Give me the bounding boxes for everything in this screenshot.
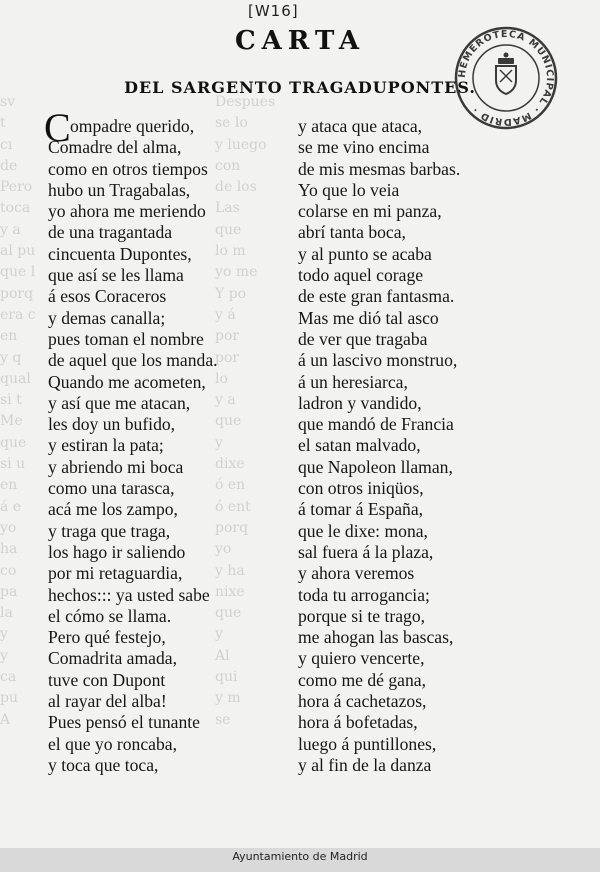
verse-line: el que yo roncaba,: [48, 733, 177, 754]
verse-line: los hago ir saliendo: [48, 541, 186, 562]
verse-line: sal fuera á la plaza,: [298, 541, 434, 562]
verse-line: Pero qué festejo,: [48, 627, 166, 648]
svg-text:HEMEROTECA MUNICIPAL · MADRID: [457, 29, 555, 127]
verse-line: que Napoleon llaman,: [298, 456, 453, 477]
verse-line: acá me los zampo,: [48, 499, 178, 520]
verse-line: hora á cachetazos,: [298, 691, 427, 712]
library-stamp: [452, 24, 560, 132]
verse-line: el cómo se llama.: [48, 605, 172, 626]
poem-column-left: [48, 116, 218, 776]
archive-reference: [W16]: [248, 2, 299, 20]
verse-line: á tomar á España,: [298, 499, 424, 520]
verse-line: de una tragantada: [48, 222, 173, 243]
verse-line: porque si te trago,: [298, 605, 426, 626]
verse-line: Quando me acometen,: [48, 371, 206, 392]
verse-line: y ahora veremos: [298, 563, 415, 584]
verse-line: el satan malvado,: [298, 435, 421, 456]
page-subtitle: DEL SARGENTO TRAGADUPONTES.: [124, 78, 476, 97]
verse-line: hora á bofetadas,: [298, 712, 418, 733]
stamp-text: HEMEROTECA MUNICIPAL · MADRID ·: [456, 28, 556, 128]
verse-line: hechos::: ya usted sabe: [48, 584, 210, 605]
verse-line: tuve con Dupont: [48, 669, 166, 690]
footer-credit: Ayuntamiento de Madrid: [232, 850, 368, 863]
verse-line: como una tarasca,: [48, 478, 175, 499]
page-title: CARTA: [234, 26, 366, 56]
verse-line: les doy un bufido,: [48, 414, 176, 435]
verse-line: al rayar del alba!: [48, 691, 167, 712]
verse-line: de este gran fantasma.: [298, 286, 455, 307]
verse-line: y traga que traga,: [48, 520, 171, 541]
verse-line: ladron y vandido,: [298, 392, 422, 413]
poem-column-right: [298, 116, 460, 776]
verse-line: á esos Coraceros: [48, 286, 167, 307]
verse-line: ompadre querido,: [70, 116, 195, 136]
verse-line: se me vino encima: [298, 137, 430, 158]
verse-line: Comadre del alma,: [48, 137, 182, 158]
verse-line: y toca que toca,: [48, 754, 159, 775]
verse-line: todo aquel corage: [298, 265, 424, 286]
crest-icon: [496, 53, 516, 95]
verse-line: y quiero vencerte,: [298, 648, 425, 669]
verse-line: á un heresiarca,: [298, 371, 408, 392]
verse-line: cincuenta Dupontes,: [48, 243, 192, 264]
bleed-through-middle: Despues se lo y luego con de los Las que lo m yo me Y po y á por por lo y a que y dixe ó en ó ent porq yo y ha nixe que y Al qui y m se: [215, 94, 276, 728]
verse-line: me ahogan las bascas,: [298, 627, 454, 648]
verse-line: luego á puntillones,: [298, 733, 437, 754]
drop-cap: C: [44, 105, 71, 150]
verse-line: por mi retaguardia,: [48, 563, 183, 584]
verse-line: y al fin de la danza: [298, 754, 432, 775]
verse-line: abrí tanta boca,: [298, 222, 406, 243]
verse-line: Yo que lo veia: [298, 179, 400, 200]
verse-line: Pues pensó el tunante: [48, 712, 200, 733]
verse-line: que mandó de Francia: [298, 414, 454, 435]
verse-line: y al punto se acaba: [298, 243, 432, 264]
verse-line: toda tu arrogancia;: [298, 584, 430, 605]
verse-line: de aquel que los manda.: [48, 350, 218, 371]
verse-line: que así se les llama: [48, 265, 184, 286]
verse-line: á un lascivo monstruo,: [298, 350, 458, 371]
verse-line: pues toman el nombre: [48, 328, 204, 349]
verse-line: de ver que tragaba: [298, 328, 428, 349]
verse-line: y demas canalla;: [48, 307, 166, 328]
verse-line: como en otros tiempos: [48, 158, 208, 179]
verse-line: yo ahora me meriendo: [48, 201, 206, 222]
verse-line: Comadrita amada,: [48, 648, 177, 669]
verse-line: y abriendo mi boca: [48, 456, 184, 477]
verse-line: que le dixe: mona,: [298, 520, 428, 541]
verse-line: como me dé gana,: [298, 669, 426, 690]
verse-line: Mas me dió tal asco: [298, 307, 439, 328]
verse-line: y ataca que ataca,: [298, 116, 423, 136]
verse-line: con otros iniqüos,: [298, 478, 424, 499]
verse-line: hubo un Tragabalas,: [48, 179, 191, 200]
bleed-through-left: sv t cı de Pero toca y a al pu que l porq era c en y q qual si t Me que si u en á e yo ha co pa la y y ca pu A: [0, 94, 36, 728]
verse-line: colarse en mi panza,: [298, 201, 442, 222]
verse-line: y estiran la pata;: [48, 435, 164, 456]
verse-line: de mis mesmas barbas.: [298, 158, 461, 179]
verse-line: y así que me atacan,: [48, 392, 191, 413]
